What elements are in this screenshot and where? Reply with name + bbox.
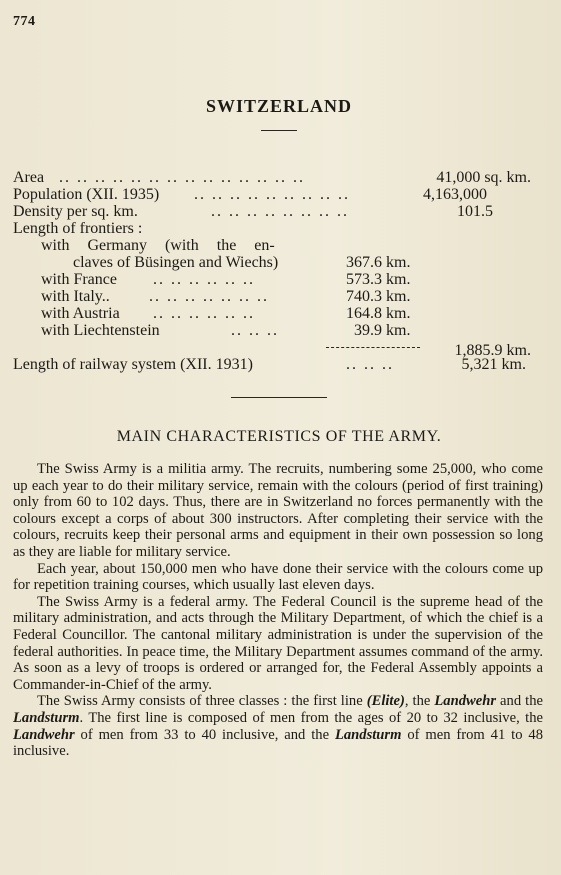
stat-label: Area [13, 169, 45, 186]
term-landwehr: Landwehr [434, 693, 497, 710]
stat-frontier-austria: with Austria .. .. .. .. .. .. 164.8 km. [41, 305, 411, 322]
stat-frontier-italy: with Italy.. .. .. .. .. .. .. .. 740.3 km. [41, 288, 411, 305]
stat-value: 101.5 [457, 203, 493, 220]
stat-label: Length of railway system (XII. 1931) [13, 356, 253, 373]
stat-railway: Length of railway system (XII. 1931) .. .. .. 5,321 km. [13, 356, 526, 373]
stat-label: Population (XII. 1935) [13, 186, 160, 203]
statistics-block [13, 169, 545, 373]
paragraph-militia: The Swiss Army is a militia army. The recruits, numbering some 25,000, who come up each year to do their military service, remain with the colours (period of first training) only from 60 to 102 days. Thus, there are in Switzerland no forces permanently with the colours except a corps of about 300 instructors. After completing their service with the colours, recruits keep their personal arms and equipment in their own possession so long as they are liable for military service. [13, 461, 543, 560]
paragraph-classes: The Swiss Army consists of three classes : the first line (Elite), the Landwehr and the Landsturm. The first line is composed of men from the ages of 20 to 32 inclusive, the Landwehr of men from 33 to 40 inclusive, and the Landsturm of men from 41 to 48 inclusive. [13, 693, 543, 760]
stat-value: 5,321 km. [461, 356, 526, 373]
stat-frontier-france: with France .. .. .. .. .. .. 573.3 km. [41, 271, 411, 288]
stat-value: 4,163,000 [423, 186, 487, 203]
paragraph-federal-army: The Swiss Army is a federal army. The Federal Council is the supreme head of the military administration, and acts through the Military Department, of which the chief is a Federal Councillor. The cantonal military administration is under the supervision of the federal authorities. In peace time, the Military Department assumes command of the army. As soon as a levy of troops is ordered or arranged for, the Federal Assembly appoints a Commander-in-Chief of the army. [13, 593, 543, 693]
page-title: SWITZERLAND [205, 96, 353, 116]
stat-frontiers-heading: Length of frontiers : [13, 220, 143, 237]
subtotal-rule [326, 347, 420, 348]
stat-value: 573.3 km. [346, 271, 411, 288]
stat-density: Density per sq. km. .. .. .. .. .. .. .. .. 101.5 [13, 203, 493, 220]
stat-value: 740.3 km. [346, 288, 411, 305]
stat-area: Area .. .. .. .. .. .. .. .. .. .. .. .. .. .. 41,000 sq. km. [13, 169, 531, 186]
term-landsturm: Landsturm [334, 726, 402, 743]
body-text [13, 461, 545, 760]
stat-frontiers-total [13, 339, 545, 359]
stat-frontier-germany-cont: claves of Büsingen and Wiechs) 367.6 km. [73, 254, 411, 271]
stat-label: Density per sq. km. [13, 203, 138, 220]
stat-value: 164.8 km. [346, 305, 411, 322]
section-divider [231, 397, 327, 398]
page-number: 774 [13, 14, 36, 29]
stat-value: 41,000 sq. km. [436, 169, 531, 186]
stat-population: Population (XII. 1935) .. .. .. .. .. .. .. .. .. 4,163,000 [13, 186, 487, 203]
term-landwehr: Landwehr [13, 726, 75, 743]
title-divider [261, 130, 297, 131]
term-elite: (Elite) [366, 693, 405, 710]
stat-frontier-liechtenstein: with Liechtenstein .. .. .. 39.9 km. [41, 322, 411, 339]
section-heading: MAIN CHARACTERISTICS OF THE ARMY. [116, 428, 442, 445]
stat-value: 39.9 km. [354, 322, 411, 339]
term-landsturm: Landsturm [13, 709, 80, 726]
stat-value: 367.6 km. [346, 254, 411, 271]
stat-frontier-germany: with Germany (with the en- [41, 237, 275, 254]
stat-value: 1,885.9 km. [454, 342, 531, 359]
paragraph-repetition-courses: Each year, about 150,000 men who have done their service with the colours come up for repetition training courses, which usually last eleven days. [13, 560, 543, 594]
